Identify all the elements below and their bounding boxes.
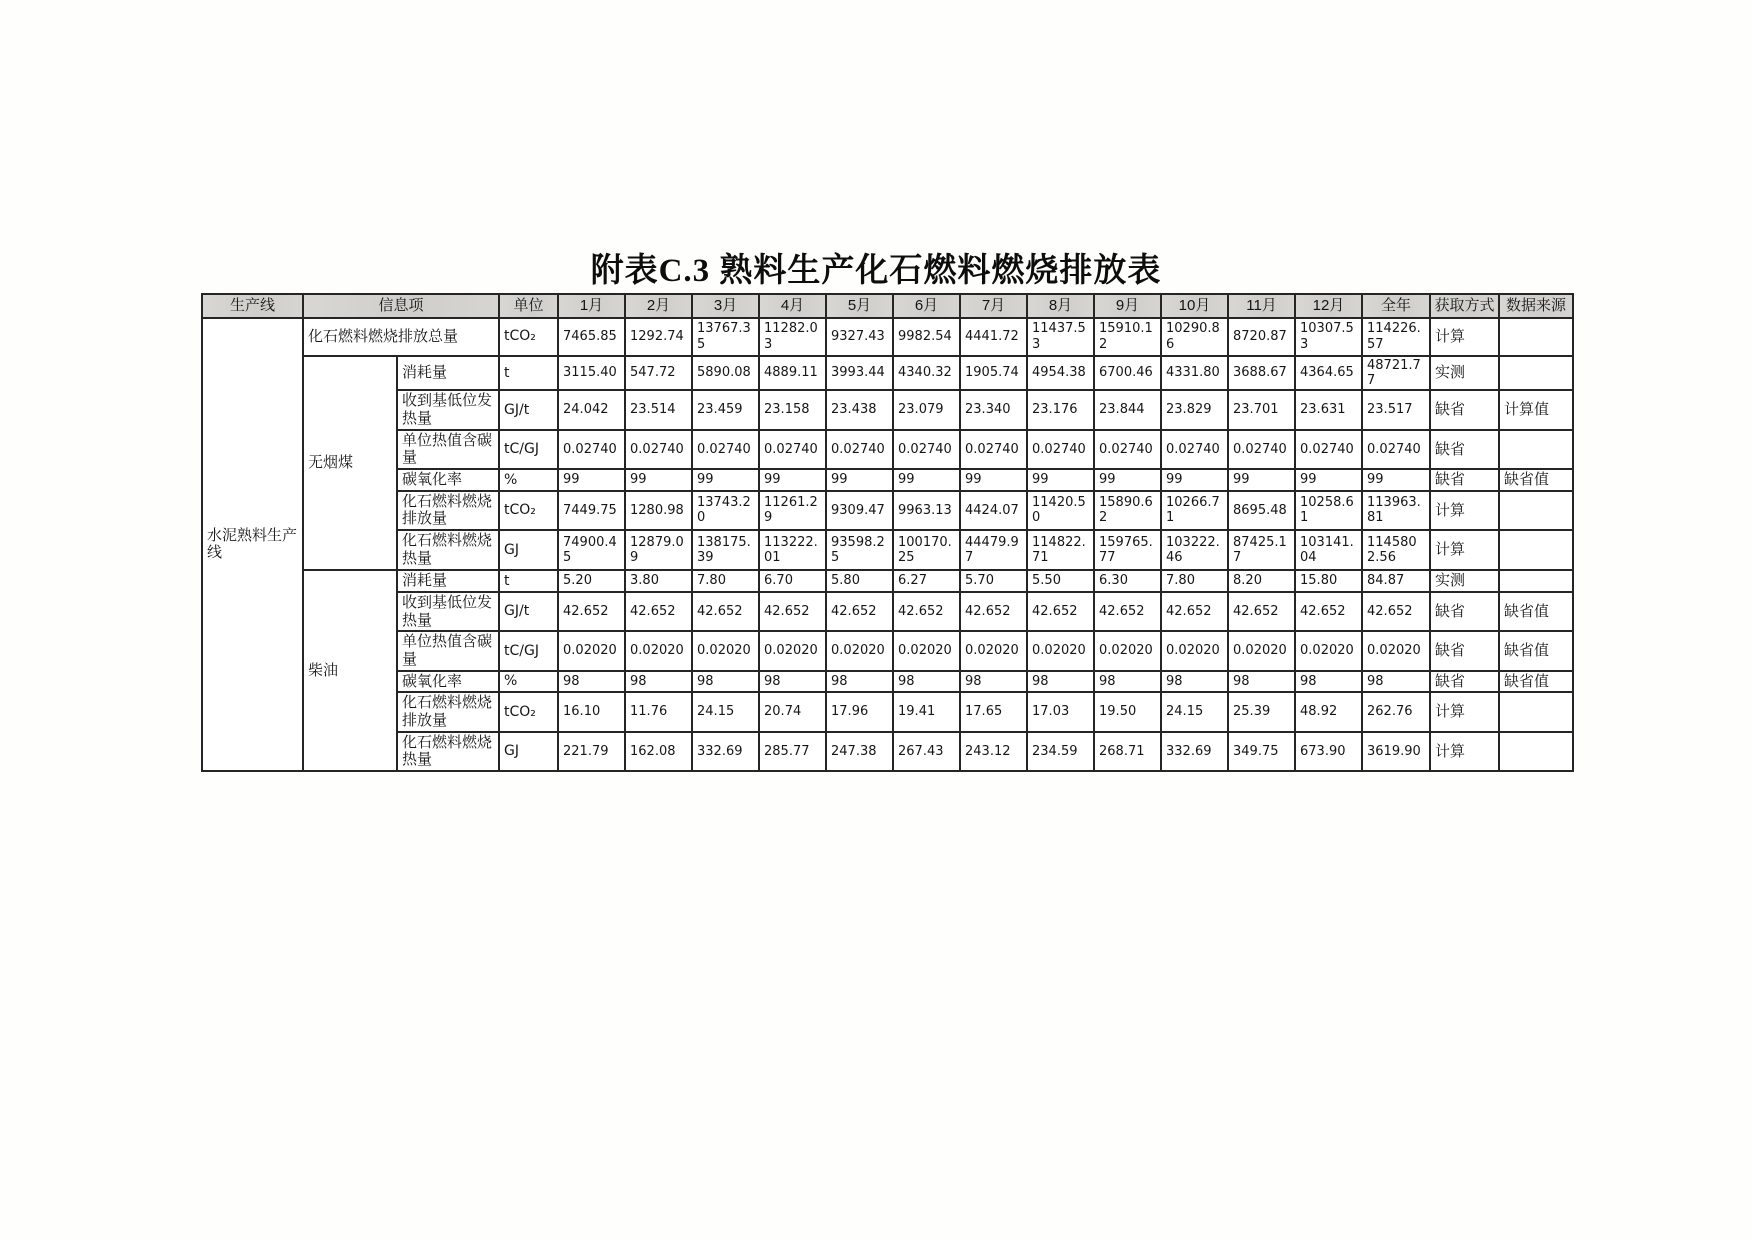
- month-value-cell-8: 42.652: [1027, 592, 1094, 631]
- month-value-cell-7: 98: [960, 671, 1027, 693]
- annual-header-cell: 全年: [1362, 294, 1430, 318]
- month-value-cell-7: 4424.07: [960, 491, 1027, 530]
- header-row: [202, 294, 1573, 318]
- production-line-header-cell: 生产线: [202, 294, 303, 318]
- data-row: [202, 592, 1573, 631]
- acquisition-cell: 计算: [1430, 530, 1499, 570]
- acquisition-cell: 实测: [1430, 356, 1499, 391]
- month-value-cell-8: 11420.50: [1027, 491, 1094, 530]
- month-value-cell-10: 0.02020: [1161, 631, 1228, 670]
- source-cell: 缺省值: [1499, 469, 1573, 491]
- month-value-cell-9: 0.02740: [1094, 430, 1161, 469]
- acquisition-cell: 实测: [1430, 570, 1499, 592]
- month-value-cell-9: 42.652: [1094, 592, 1161, 631]
- emissions-table: [201, 293, 1574, 772]
- month-header-cell-2: 2月: [625, 294, 692, 318]
- data-row: [202, 671, 1573, 693]
- month-value-cell-7: 23.340: [960, 390, 1027, 429]
- acquisition-cell: 缺省: [1430, 469, 1499, 491]
- month-value-cell-8: 0.02020: [1027, 631, 1094, 670]
- month-value-cell-9: 15890.62: [1094, 491, 1161, 530]
- month-value-cell-4: 285.77: [759, 732, 826, 771]
- month-value-cell-10: 24.15: [1161, 692, 1228, 731]
- month-value-cell-11: 25.39: [1228, 692, 1295, 731]
- month-value-cell-10: 4331.80: [1161, 356, 1228, 391]
- item-label-cell: 化石燃料燃烧排放量: [397, 692, 499, 731]
- source-cell: 缺省值: [1499, 592, 1573, 631]
- month-value-cell-1: 3115.40: [558, 356, 625, 391]
- month-value-cell-9: 15910.12: [1094, 318, 1161, 356]
- month-value-cell-12: 0.02020: [1295, 631, 1362, 670]
- annual-value-cell: 114226.57: [1362, 318, 1430, 356]
- month-value-cell-4: 11261.29: [759, 491, 826, 530]
- annual-value-cell: 84.87: [1362, 570, 1430, 592]
- month-value-cell-11: 349.75: [1228, 732, 1295, 771]
- month-value-cell-5: 9327.43: [826, 318, 893, 356]
- month-value-cell-11: 8720.87: [1228, 318, 1295, 356]
- month-value-cell-3: 99: [692, 469, 759, 491]
- month-value-cell-10: 10266.71: [1161, 491, 1228, 530]
- month-value-cell-6: 0.02740: [893, 430, 960, 469]
- acquisition-cell: 计算: [1430, 732, 1499, 771]
- month-value-cell-6: 100170.25: [893, 530, 960, 570]
- data-row: [202, 430, 1573, 469]
- item-label-cell: 消耗量: [397, 356, 499, 391]
- month-value-cell-2: 3.80: [625, 570, 692, 592]
- month-value-cell-5: 23.438: [826, 390, 893, 429]
- month-value-cell-11: 98: [1228, 671, 1295, 693]
- month-value-cell-1: 7465.85: [558, 318, 625, 356]
- month-value-cell-1: 42.652: [558, 592, 625, 631]
- month-value-cell-1: 7449.75: [558, 491, 625, 530]
- source-cell: 缺省值: [1499, 671, 1573, 693]
- month-value-cell-10: 332.69: [1161, 732, 1228, 771]
- month-header-cell-9: 9月: [1094, 294, 1161, 318]
- month-value-cell-10: 23.829: [1161, 390, 1228, 429]
- item-label-cell: 单位热值含碳量: [397, 631, 499, 670]
- month-value-cell-11: 0.02740: [1228, 430, 1295, 469]
- month-value-cell-9: 0.02020: [1094, 631, 1161, 670]
- month-value-cell-4: 98: [759, 671, 826, 693]
- month-value-cell-3: 5890.08: [692, 356, 759, 391]
- month-value-cell-3: 24.15: [692, 692, 759, 731]
- month-value-cell-5: 42.652: [826, 592, 893, 631]
- month-value-cell-10: 7.80: [1161, 570, 1228, 592]
- source-cell: 计算值: [1499, 390, 1573, 429]
- unit-cell: %: [499, 469, 558, 491]
- month-value-cell-12: 10258.61: [1295, 491, 1362, 530]
- acquisition-cell: 计算: [1430, 692, 1499, 731]
- month-value-cell-12: 0.02740: [1295, 430, 1362, 469]
- month-value-cell-7: 44479.97: [960, 530, 1027, 570]
- source-cell: [1499, 692, 1573, 731]
- unit-cell: GJ/t: [499, 390, 558, 429]
- month-value-cell-9: 23.844: [1094, 390, 1161, 429]
- month-value-cell-2: 98: [625, 671, 692, 693]
- month-value-cell-2: 1292.74: [625, 318, 692, 356]
- unit-cell: tCO₂: [499, 692, 558, 731]
- month-value-cell-2: 99: [625, 469, 692, 491]
- month-value-cell-10: 103222.46: [1161, 530, 1228, 570]
- item-label-cell: 化石燃料燃烧热量: [397, 732, 499, 771]
- month-value-cell-1: 74900.45: [558, 530, 625, 570]
- month-value-cell-4: 99: [759, 469, 826, 491]
- month-header-cell-12: 12月: [1295, 294, 1362, 318]
- month-value-cell-3: 13767.35: [692, 318, 759, 356]
- month-value-cell-9: 268.71: [1094, 732, 1161, 771]
- month-header-cell-11: 11月: [1228, 294, 1295, 318]
- month-value-cell-10: 98: [1161, 671, 1228, 693]
- month-value-cell-6: 267.43: [893, 732, 960, 771]
- month-value-cell-8: 11437.53: [1027, 318, 1094, 356]
- annual-value-cell: 48721.77: [1362, 356, 1430, 391]
- month-value-cell-8: 114822.71: [1027, 530, 1094, 570]
- acquisition-cell: 缺省: [1430, 390, 1499, 429]
- month-value-cell-7: 0.02740: [960, 430, 1027, 469]
- annual-value-cell: 262.76: [1362, 692, 1430, 731]
- data-row: [202, 491, 1573, 530]
- month-value-cell-12: 42.652: [1295, 592, 1362, 631]
- month-value-cell-12: 98: [1295, 671, 1362, 693]
- source-cell: 缺省值: [1499, 631, 1573, 670]
- month-value-cell-4: 4889.11: [759, 356, 826, 391]
- month-value-cell-7: 1905.74: [960, 356, 1027, 391]
- month-value-cell-11: 8.20: [1228, 570, 1295, 592]
- month-value-cell-11: 99: [1228, 469, 1295, 491]
- month-value-cell-2: 162.08: [625, 732, 692, 771]
- month-value-cell-4: 113222.01: [759, 530, 826, 570]
- info-item-header-cell: 信息项: [303, 294, 499, 318]
- total-emissions-row: [202, 318, 1573, 356]
- source-cell: [1499, 530, 1573, 570]
- month-value-cell-9: 159765.77: [1094, 530, 1161, 570]
- month-value-cell-10: 10290.86: [1161, 318, 1228, 356]
- month-value-cell-6: 99: [893, 469, 960, 491]
- month-value-cell-6: 0.02020: [893, 631, 960, 670]
- unit-cell: tC/GJ: [499, 631, 558, 670]
- total-row-label-cell: 化石燃料燃烧排放总量: [303, 318, 499, 356]
- data-row: [202, 469, 1573, 491]
- month-value-cell-9: 99: [1094, 469, 1161, 491]
- source-cell: [1499, 318, 1573, 356]
- month-value-cell-5: 99: [826, 469, 893, 491]
- month-value-cell-12: 103141.04: [1295, 530, 1362, 570]
- month-value-cell-6: 19.41: [893, 692, 960, 731]
- month-value-cell-8: 99: [1027, 469, 1094, 491]
- unit-cell: GJ: [499, 732, 558, 771]
- unit-cell: tC/GJ: [499, 430, 558, 469]
- unit-cell: GJ/t: [499, 592, 558, 631]
- source-cell: [1499, 570, 1573, 592]
- unit-header-cell: 单位: [499, 294, 558, 318]
- data-row: [202, 356, 1573, 391]
- item-label-cell: 收到基低位发热量: [397, 390, 499, 429]
- acquisition-cell: 缺省: [1430, 430, 1499, 469]
- month-value-cell-7: 5.70: [960, 570, 1027, 592]
- month-value-cell-7: 42.652: [960, 592, 1027, 631]
- month-value-cell-1: 24.042: [558, 390, 625, 429]
- annual-value-cell: 3619.90: [1362, 732, 1430, 771]
- item-label-cell: 碳氧化率: [397, 469, 499, 491]
- month-value-cell-12: 4364.65: [1295, 356, 1362, 391]
- month-value-cell-2: 547.72: [625, 356, 692, 391]
- data-row: [202, 732, 1573, 771]
- month-value-cell-5: 247.38: [826, 732, 893, 771]
- month-value-cell-3: 7.80: [692, 570, 759, 592]
- month-header-cell-6: 6月: [893, 294, 960, 318]
- month-header-cell-3: 3月: [692, 294, 759, 318]
- month-value-cell-5: 98: [826, 671, 893, 693]
- month-header-cell-8: 8月: [1027, 294, 1094, 318]
- month-value-cell-1: 0.02020: [558, 631, 625, 670]
- source-cell: [1499, 430, 1573, 469]
- fuel-name-cell: 无烟煤: [303, 356, 397, 570]
- month-value-cell-8: 23.176: [1027, 390, 1094, 429]
- month-header-cell-10: 10月: [1161, 294, 1228, 318]
- month-value-cell-12: 673.90: [1295, 732, 1362, 771]
- month-header-cell-7: 7月: [960, 294, 1027, 318]
- annual-value-cell: 0.02740: [1362, 430, 1430, 469]
- item-label-cell: 消耗量: [397, 570, 499, 592]
- month-value-cell-3: 13743.20: [692, 491, 759, 530]
- month-value-cell-5: 17.96: [826, 692, 893, 731]
- month-value-cell-8: 5.50: [1027, 570, 1094, 592]
- month-value-cell-3: 138175.39: [692, 530, 759, 570]
- source-cell: [1499, 732, 1573, 771]
- acquisition-cell: 缺省: [1430, 671, 1499, 693]
- unit-cell: t: [499, 570, 558, 592]
- acquisition-cell: 计算: [1430, 491, 1499, 530]
- month-value-cell-12: 99: [1295, 469, 1362, 491]
- month-header-cell-5: 5月: [826, 294, 893, 318]
- month-value-cell-7: 99: [960, 469, 1027, 491]
- month-value-cell-9: 6.30: [1094, 570, 1161, 592]
- unit-cell: %: [499, 671, 558, 693]
- month-value-cell-8: 17.03: [1027, 692, 1094, 731]
- page-title: 附表C.3 熟料生产化石燃料燃烧排放表: [590, 253, 1162, 289]
- fuel-name-cell: 柴油: [303, 570, 397, 771]
- month-value-cell-7: 243.12: [960, 732, 1027, 771]
- month-value-cell-11: 3688.67: [1228, 356, 1295, 391]
- month-value-cell-5: 9309.47: [826, 491, 893, 530]
- source-header-cell: 数据来源: [1499, 294, 1573, 318]
- month-value-cell-7: 0.02020: [960, 631, 1027, 670]
- month-value-cell-8: 98: [1027, 671, 1094, 693]
- month-value-cell-11: 42.652: [1228, 592, 1295, 631]
- month-value-cell-3: 98: [692, 671, 759, 693]
- month-value-cell-5: 0.02020: [826, 631, 893, 670]
- month-value-cell-3: 42.652: [692, 592, 759, 631]
- month-value-cell-9: 19.50: [1094, 692, 1161, 731]
- month-value-cell-4: 20.74: [759, 692, 826, 731]
- month-value-cell-3: 23.459: [692, 390, 759, 429]
- month-value-cell-4: 11282.03: [759, 318, 826, 356]
- month-value-cell-5: 5.80: [826, 570, 893, 592]
- item-label-cell: 单位热值含碳量: [397, 430, 499, 469]
- month-value-cell-4: 23.158: [759, 390, 826, 429]
- month-header-cell-1: 1月: [558, 294, 625, 318]
- month-value-cell-10: 99: [1161, 469, 1228, 491]
- data-row: [202, 390, 1573, 429]
- month-value-cell-4: 0.02020: [759, 631, 826, 670]
- emissions-table-body: [202, 294, 1573, 771]
- month-value-cell-5: 3993.44: [826, 356, 893, 391]
- item-label-cell: 化石燃料燃烧排放量: [397, 491, 499, 530]
- month-value-cell-6: 9963.13: [893, 491, 960, 530]
- unit-cell: tCO₂: [499, 318, 558, 356]
- month-value-cell-1: 0.02740: [558, 430, 625, 469]
- annual-value-cell: 23.517: [1362, 390, 1430, 429]
- month-value-cell-2: 11.76: [625, 692, 692, 731]
- month-value-cell-2: 42.652: [625, 592, 692, 631]
- month-value-cell-6: 98: [893, 671, 960, 693]
- month-value-cell-5: 0.02740: [826, 430, 893, 469]
- month-value-cell-12: 15.80: [1295, 570, 1362, 592]
- annual-value-cell: 1145802.56: [1362, 530, 1430, 570]
- acquisition-cell: 计算: [1430, 318, 1499, 356]
- annual-value-cell: 113963.81: [1362, 491, 1430, 530]
- item-label-cell: 化石燃料燃烧热量: [397, 530, 499, 570]
- unit-cell: GJ: [499, 530, 558, 570]
- data-row: [202, 530, 1573, 570]
- month-value-cell-8: 4954.38: [1027, 356, 1094, 391]
- month-value-cell-6: 6.27: [893, 570, 960, 592]
- month-value-cell-12: 48.92: [1295, 692, 1362, 731]
- month-value-cell-2: 1280.98: [625, 491, 692, 530]
- month-value-cell-7: 17.65: [960, 692, 1027, 731]
- annual-value-cell: 42.652: [1362, 592, 1430, 631]
- month-value-cell-8: 0.02740: [1027, 430, 1094, 469]
- source-cell: [1499, 356, 1573, 391]
- month-value-cell-1: 99: [558, 469, 625, 491]
- data-row: [202, 692, 1573, 731]
- acquisition-cell: 缺省: [1430, 592, 1499, 631]
- month-value-cell-6: 23.079: [893, 390, 960, 429]
- production-line-cell: 水泥熟料生产线: [202, 318, 303, 771]
- annual-value-cell: 0.02020: [1362, 631, 1430, 670]
- month-value-cell-11: 87425.17: [1228, 530, 1295, 570]
- month-value-cell-2: 23.514: [625, 390, 692, 429]
- month-value-cell-1: 16.10: [558, 692, 625, 731]
- month-value-cell-5: 93598.25: [826, 530, 893, 570]
- unit-cell: t: [499, 356, 558, 391]
- month-value-cell-10: 42.652: [1161, 592, 1228, 631]
- month-value-cell-9: 98: [1094, 671, 1161, 693]
- month-value-cell-1: 5.20: [558, 570, 625, 592]
- month-value-cell-11: 0.02020: [1228, 631, 1295, 670]
- month-value-cell-1: 221.79: [558, 732, 625, 771]
- month-value-cell-2: 0.02020: [625, 631, 692, 670]
- acquisition-header-cell: 获取方式: [1430, 294, 1499, 318]
- month-value-cell-12: 23.631: [1295, 390, 1362, 429]
- month-value-cell-3: 0.02740: [692, 430, 759, 469]
- acquisition-cell: 缺省: [1430, 631, 1499, 670]
- month-value-cell-6: 4340.32: [893, 356, 960, 391]
- data-row: [202, 631, 1573, 670]
- annual-value-cell: 99: [1362, 469, 1430, 491]
- month-value-cell-1: 98: [558, 671, 625, 693]
- item-label-cell: 碳氧化率: [397, 671, 499, 693]
- unit-cell: tCO₂: [499, 491, 558, 530]
- month-value-cell-2: 12879.09: [625, 530, 692, 570]
- month-value-cell-3: 0.02020: [692, 631, 759, 670]
- source-cell: [1499, 491, 1573, 530]
- month-value-cell-9: 6700.46: [1094, 356, 1161, 391]
- month-value-cell-12: 10307.53: [1295, 318, 1362, 356]
- annual-value-cell: 98: [1362, 671, 1430, 693]
- item-label-cell: 收到基低位发热量: [397, 592, 499, 631]
- month-value-cell-8: 234.59: [1027, 732, 1094, 771]
- month-value-cell-4: 42.652: [759, 592, 826, 631]
- month-value-cell-6: 42.652: [893, 592, 960, 631]
- month-value-cell-11: 8695.48: [1228, 491, 1295, 530]
- data-row: [202, 570, 1573, 592]
- month-value-cell-2: 0.02740: [625, 430, 692, 469]
- month-header-cell-4: 4月: [759, 294, 826, 318]
- month-value-cell-10: 0.02740: [1161, 430, 1228, 469]
- month-value-cell-3: 332.69: [692, 732, 759, 771]
- month-value-cell-7: 4441.72: [960, 318, 1027, 356]
- month-value-cell-4: 6.70: [759, 570, 826, 592]
- month-value-cell-4: 0.02740: [759, 430, 826, 469]
- month-value-cell-6: 9982.54: [893, 318, 960, 356]
- month-value-cell-11: 23.701: [1228, 390, 1295, 429]
